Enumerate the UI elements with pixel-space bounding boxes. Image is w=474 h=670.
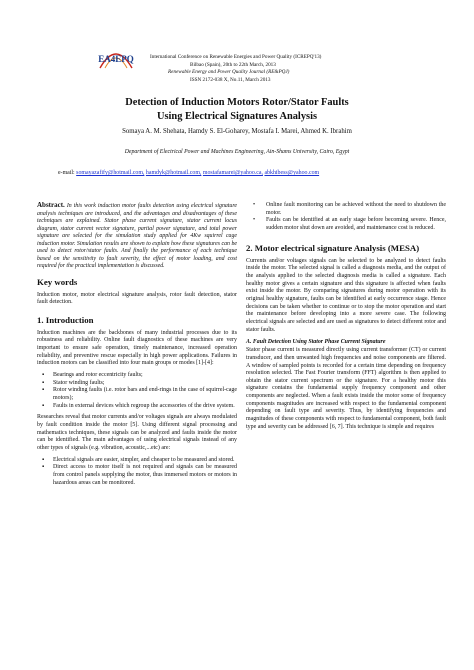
list-item: ▪ Electrical signals are easier, simpler, and cheaper to be measured and stored.	[53, 457, 237, 465]
intro-paragraph: Researches reveal that motor currents and/or voltages signals are always modulated by fault condition inside the motor [5]. Using different signal processing and mathematics techniques, these signals can be analyzed and faults inside the motor can be identified. The main advantages of using electrical signals instead of any other types of signals (e.g. vibration, acoustic,...etc) are:	[37, 414, 237, 451]
abstract-label: Abstract.	[37, 201, 65, 209]
title-line-1: Detection of Induction Motors Rotor/Stator Faults	[125, 97, 349, 108]
subsection-heading: A. Fault Detection Using Stator Phase Current Signature	[246, 339, 386, 346]
keywords-heading: Key words	[37, 276, 78, 287]
email-link[interactable]: abkhibess@yahoo.com	[264, 170, 320, 176]
conference-venue: Bilbao (Spain), 20th to 22th March, 2013	[190, 61, 276, 68]
email-line	[58, 170, 319, 176]
author-list: Somaya A. M. Shehata, Hamdy S. El-Goharey, Mostafa I. Marei, Ahmed K. Ibrahim	[122, 128, 352, 135]
list-item: ▪ Rotor winding faults (i.e. rotor bars and end-rings in the case of squirrel-cage motors);	[53, 387, 237, 402]
list-item: ▪ Stator winding faults;	[53, 380, 237, 388]
email-label: e-mail:	[58, 170, 75, 176]
intro-paragraph: Induction machines are the backbones of many industrial processes due to its robustness and reliability. Online fault diagnostics of these machines are very important to ensure safe operation, timely maintenance, increased operation reliability, and preventive rescue especially in high power applications. Failures in induction motors can be classified into four main groups or modes [1]-[4]:	[37, 329, 237, 367]
issn-line: ISSN 2172-038 X, No.11, March 2013	[190, 76, 271, 83]
journal-name: Renewable Energy and Power Quality Journal (RE&PQJ)	[168, 69, 290, 75]
logo-lettering: EA4EPQ	[98, 54, 134, 64]
email-link[interactable]: somayazafify@hotmail.com,	[76, 170, 145, 176]
keywords-text: Induction motor, motor electrical signature analysis, rotor fault detection, stator fault detection.	[37, 291, 237, 306]
abstract-text: In this work induction motor faults detection using electrical signature analysis techniques are introduced, and the advantages and disadvantages of these techniques are explained. Stator phase current signature, stator current locus diagram, stator current vector signature, partial power signature, and total power signature are selected for the simulation study applied for 4Kw squirrel cage induction motor. Simulation results are shown to explain how these signatures can be used to detect rotor/stator faults. And finally the performance of each technique based on the sensitivity to fault severity, the effect of motor loading, and cost required for the practical implementation is discussed.	[37, 203, 237, 269]
subsection-paragraph: Stator phase current is measured directly using current transformer (CT) or current transducer, and then unwanted high frequencies and noise components are filtered. A window of sampled points is recorded for a certain time depending on frequency resolution selected. The Fast Fourier transform (FFT) algorithm is then applied to obtain the stator current spectrum or the signature. For a healthy motor this signature contains the fundamental supply frequency component and other components are neglected. When a fault exists inside the motor some of frequency components magnitudes are increased with respect to the fundamental component depending on fault type and severity. Thus, by identifying frequencies and magnitudes of these components with respect to fundamental component, both fault type and severity can be addressed [6, 7]. This technique is simple and requires	[246, 347, 446, 430]
mesa-paragraph: Currents and/or voltages signals can be selected to be analyzed to detect faults inside the motor. The selected signal is called a diagnosis media, and the output of the analysis applied to the selected diagnosis media is called a signature. Each healthy motor gives a certain signature and this signature is affected when faults exist inside the motor. By comparing signatures during motor operation with its original healthy signature, faults can be identified at early occurrence stage. Hence decisions can be taken whether to continue or to stop the motor operation and start the maintenance before developing into a more severe case. The following electrical signals are selected and are used as signatures to detect different rotor and stator faults.	[246, 257, 446, 333]
right-column	[246, 203, 446, 435]
email-link[interactable]: hamdyk@hotmail.com,	[145, 170, 202, 176]
advantages-list-continued	[246, 202, 446, 233]
abstract	[37, 202, 237, 271]
email-link[interactable]: mostafamarei@yahoo.ca,	[202, 170, 263, 176]
conference-logo	[97, 42, 135, 72]
list-item: • Online fault monitoring can be achieved without the need to shutdown the motor.	[266, 202, 446, 217]
list-item-text: Direct access to motor itself is not required and signals can be measured from control panels supplying the motor, thus immersed motors or motors in hazardous areas can be monitored.	[53, 464, 237, 486]
list-item: ▪ Bearings and rotor eccentricity faults;	[53, 372, 237, 380]
advantages-list	[37, 457, 237, 488]
paper-title	[0, 96, 474, 124]
section-heading-mesa: 2. Motor electrical signature Analysis (MESA)	[246, 242, 420, 253]
title-line-2: Using Electrical Signatures Analysis	[156, 111, 317, 122]
conference-name: International Conference on Renewable Energies and Power Quality (ICREPQ'13)	[150, 54, 322, 60]
fault-modes-list	[37, 372, 237, 410]
list-item	[53, 464, 237, 487]
section-heading-introduction: 1. Introduction	[37, 314, 94, 325]
affiliation: Department of Electrical Power and Machines Engineering, Ain-Shams University, Cairo, Egypt	[124, 149, 350, 155]
left-column	[37, 202, 237, 491]
list-item: • Faults can be identified at an early stage before becoming severe. Hence, sudden motor shut down are avoided, and maintenance cost is reduced.	[266, 217, 446, 232]
list-item: ▪ Faults in external devices which regroup the accessories of the drive system.	[53, 403, 237, 411]
